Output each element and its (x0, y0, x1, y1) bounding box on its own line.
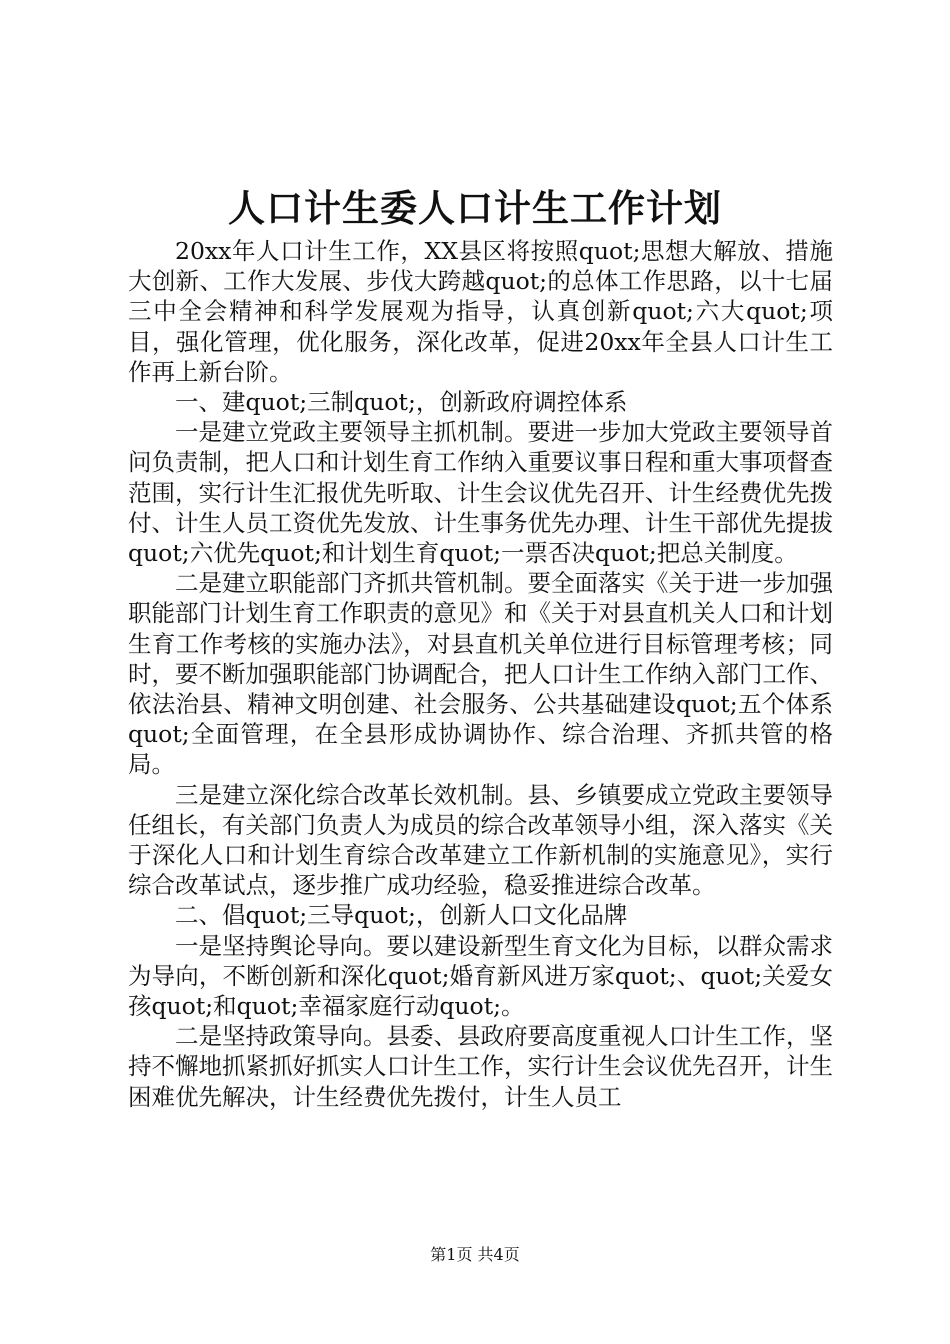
paragraph-2-2: 二是坚持政策导向。县委、县政府要高度重视人口计生工作，坚持不懈地抓紧抓好抓实人口计生工作，实行计生会议优先召开，计生困难优先解决，计生经费优先拨付，计生人员工 (128, 1022, 833, 1111)
paragraph-1-2: 二是建立职能部门齐抓共管机制。要全面落实《关于进一步加强职能部门计划生育工作职责的意见》和《关于对县直机关人口和计划生育工作考核的实施办法》，对县直机关单位进行目标管理考核；同时，要不断加强职能部门协调配合，把人口计生工作纳入部门工作、依法治县、精神文明创建、社会服务、公共基础建设quot;五个体系quot;全面管理，在全县形成协调协作、综合治理、齐抓共管的格局。 (128, 569, 833, 779)
paragraph-1-3: 三是建立深化综合改革长效机制。县、乡镇要成立党政主要领导任组长，有关部门负责人为成员的综合改革领导小组，深入落实《关于深化人口和计划生育综合改革建立工作新机制的实施意见》，实行综合改革试点，逐步推广成功经验，稳妥推进综合改革。 (128, 780, 833, 900)
section-heading-2: 二、倡quot;三导quot;，创新人口文化品牌 (175, 901, 628, 930)
paragraph-1-1: 一是建立党政主要领导主抓机制。要进一步加大党政主要领导首问负责制，把人口和计划生育工作纳入重要议事日程和重大事项督查范围，实行计生汇报优先听取、计生会议优先召开、计生经费优先拨付、计生人员工资优先发放、计生事务优先办理、计生干部优先提拔quot;六优先quot;和计划生育quot;一票否决quot;把总关制度。 (128, 418, 833, 568)
document-body (128, 236, 833, 1112)
page-footer: 第1页 共4页 (430, 1245, 520, 1264)
paragraph-intro: 20xx年人口计生工作，XX县区将按照quot;思想大解放、措施大创新、工作大发展、步伐大跨越quot;的总体工作思路，以十七届三中全会精神和科学发展观为指导，认真创新quot;六大quot;项目，强化管理，优化服务，深化改革，促进20xx年全县人口计生工作再上新台阶。 (128, 237, 833, 386)
paragraph-2-1: 一是坚持舆论导向。要以建设新型生育文化为目标，以群众需求为导向，不断创新和深化quot;婚育新风进万家quot;、quot;关爱女孩quot;和quot;幸福家庭行动quot;。 (128, 931, 833, 1021)
section-heading-1: 一、建quot;三制quot;，创新政府调控体系 (175, 388, 628, 417)
document-title: 人口计生委人口计生工作计划 (228, 186, 722, 230)
